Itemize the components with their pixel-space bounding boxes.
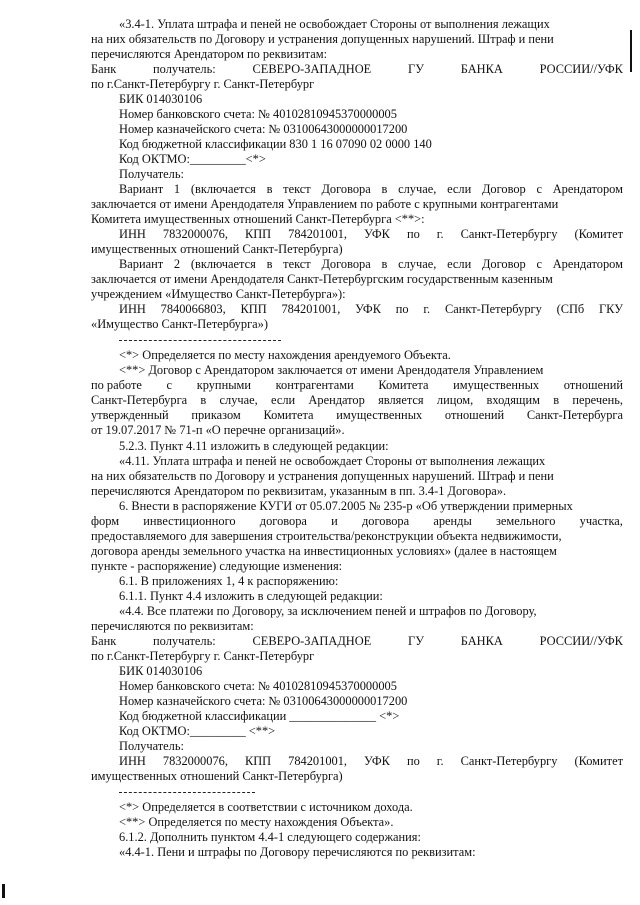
- clause-3-4-1-line-3: перечисляются Арендатором по реквизитам:: [91, 47, 328, 61]
- clause-4-11-line-3: перечисляются Арендатором по реквизитам, указанным в пп. 3.4-1 Договора».: [91, 484, 507, 498]
- word: СЕВЕРО-ЗАПАДНОЕ: [252, 634, 372, 648]
- word: Санкт-Петербурга: [91, 393, 188, 407]
- word: случае,: [398, 182, 437, 196]
- word: в: [200, 393, 207, 407]
- word: 7832000076,: [162, 754, 228, 768]
- budget-classification-code: Код бюджетной классификации 830 1 16 07090 02 0000 140: [119, 137, 432, 151]
- clause-5-2-3-heading: 5.2.3. Пункт 4.11 изложить в следующей редакции:: [119, 439, 389, 453]
- word: 1: [173, 182, 181, 196]
- clause-6-1-1: 6.1.1. Пункт 4.4 изложить в следующей редакции:: [119, 589, 383, 603]
- word: (включается: [190, 182, 256, 196]
- clause-3-4-1-line-1: «3.4-1. Уплата штрафа и пеней не освобождает Стороны от выполнения лежащих: [119, 17, 550, 31]
- word: РОССИИ//УФК: [539, 62, 623, 76]
- word: в: [381, 257, 388, 271]
- word: в: [381, 182, 388, 196]
- word: РОССИИ//УФК: [539, 634, 623, 648]
- word: г.: [436, 227, 444, 241]
- word: ГУ: [408, 634, 424, 648]
- word: и: [331, 514, 338, 528]
- variant-2-line-2: заключается от имени Арендодателя Санкт-Петербургским государственным казенным: [91, 272, 553, 286]
- bik: БИК 014030106: [119, 92, 203, 106]
- word: получатель:: [153, 62, 216, 76]
- word: лицом,: [436, 393, 474, 407]
- word: с: [166, 378, 173, 392]
- scan-edge-mark: [2, 884, 5, 898]
- bank-details-2-line-2: по г.Санкт-Петербургу г. Санкт-Петербург: [91, 649, 315, 663]
- word: (Комитет: [574, 227, 623, 241]
- footnote-4: <**> Определяется по месту нахождения Объекта».: [119, 815, 394, 829]
- word: Банк: [91, 634, 117, 648]
- word: Комитета: [263, 408, 314, 422]
- inn-3-line-1: [119, 754, 623, 769]
- word: с: [536, 182, 542, 196]
- word: Санкт-Петербургу: [444, 302, 542, 316]
- word: УФК: [355, 302, 381, 316]
- scan-edge-mark: [630, 30, 632, 72]
- word: инвестиционного: [143, 514, 236, 528]
- word: отношений: [563, 378, 623, 392]
- recipient-label-2: Получатель:: [119, 739, 184, 753]
- treasury-account: Номер казначейского счета: № 03100643000000017200: [119, 122, 408, 136]
- word: ИНН: [119, 302, 146, 316]
- oktmo-code-2: Код ОКТМО:_________ <**>: [119, 724, 276, 738]
- word: случае,: [219, 393, 258, 407]
- word: (включается: [190, 257, 256, 271]
- word: Санкт-Петербурга: [526, 408, 623, 422]
- clause-6-line-5: пункте - распоряжение) следующие изменения:: [91, 559, 343, 573]
- word: БАНКА: [460, 62, 503, 76]
- inn-2-line-2: «Имущество Санкт-Петербурга»): [91, 317, 268, 331]
- word: участка,: [579, 514, 623, 528]
- word: КПП: [240, 302, 267, 316]
- clause-4-11-line-2: на них обязательств по Договору и устранения допущенных нарушений. Штраф и пени: [91, 469, 554, 483]
- clause-4-4-line-1: «4.4. Все платежи по Договору, за исключением пеней и штрафов по Договору,: [119, 604, 537, 618]
- bank-details-line-2: по г.Санкт-Петербургу г. Санкт-Петербург: [91, 77, 315, 91]
- word: Договора: [321, 182, 371, 196]
- oktmo-code: Код ОКТМО:_________<*>: [119, 152, 266, 166]
- word: имущественных: [453, 378, 540, 392]
- footnote-2-line-1: <**> Договор с Арендатором заключается от имени Арендодателя Управлением: [119, 363, 544, 377]
- clause-6-line-3: предоставляемого для завершения строительства/реконструкции объекта недвижимости,: [91, 529, 562, 543]
- word: Договор: [481, 182, 526, 196]
- word: 7840066803,: [160, 302, 226, 316]
- word: если: [447, 182, 472, 196]
- footnote-1: <*> Определяется по месту нахождения арендуемого Объекта.: [119, 348, 451, 362]
- word: в: [266, 257, 273, 271]
- word: ИНН: [119, 227, 146, 241]
- word: 784201001,: [281, 302, 341, 316]
- word: Банк: [91, 62, 117, 76]
- word: УФК: [364, 227, 390, 241]
- footnote-separator: [119, 340, 281, 341]
- word: ГУ: [408, 62, 424, 76]
- variant-1-line-2: заключается от имени Арендодателя Управлением по работе с крупными контрагентами: [91, 197, 559, 211]
- word: договора: [259, 514, 307, 528]
- word: Договор: [481, 257, 526, 271]
- recipient-label: Получатель:: [119, 167, 184, 181]
- word: КПП: [244, 227, 272, 241]
- word: контрагентами: [275, 378, 354, 392]
- inn-2-line-1: [119, 302, 623, 317]
- word: г.: [436, 754, 444, 768]
- inn-1-line-1: [119, 227, 623, 242]
- word: по работе: [91, 378, 142, 392]
- footnote-2-line-4: [91, 408, 623, 423]
- word: текст: [283, 257, 311, 271]
- word: получатель:: [153, 634, 216, 648]
- word: по: [395, 302, 409, 316]
- word: договора: [362, 514, 410, 528]
- footnote-2-line-3: [91, 393, 623, 408]
- word: случае,: [398, 257, 437, 271]
- word: КПП: [244, 754, 272, 768]
- footnote-2-line-2: [91, 378, 623, 393]
- word: 784201001,: [288, 754, 347, 768]
- word: УФК: [364, 754, 390, 768]
- bank-details-line-1: [91, 62, 623, 77]
- word: СЕВЕРО-ЗАПАДНОЕ: [252, 62, 372, 76]
- clause-6-line-1: 6. Внести в распоряжение КУГИ от 05.07.2005 № 235-р «Об утверждении примерных: [119, 499, 573, 513]
- word: 7832000076,: [162, 227, 228, 241]
- word: ГКУ: [599, 302, 623, 316]
- word: в: [266, 182, 273, 196]
- word: земельного: [496, 514, 556, 528]
- word: крупными: [196, 378, 251, 392]
- word: перечень,: [572, 393, 623, 407]
- word: форм: [91, 514, 120, 528]
- clause-6-line-2: [91, 514, 623, 529]
- clause-6-1: 6.1. В приложениях 1, 4 к распоряжению:: [119, 574, 339, 588]
- clause-4-11-line-1: «4.11. Уплата штрафа и пеней не освобождает Стороны от выполнения лежащих: [119, 454, 546, 468]
- variant-2-line-1: [119, 257, 623, 272]
- footnote-2-line-5: от 19.07.2017 № 71-п «О перечне организаций».: [91, 423, 345, 437]
- word: Договора: [321, 257, 371, 271]
- inn-3-line-2: имущественных отношений Санкт-Петербурга): [91, 769, 343, 783]
- word: (Комитет: [574, 754, 623, 768]
- word: Арендатор: [308, 393, 365, 407]
- word: Санкт-Петербургу: [460, 754, 558, 768]
- word: 784201001,: [288, 227, 347, 241]
- footnote-separator-2: [119, 792, 255, 793]
- word: Вариант: [119, 182, 164, 196]
- bank-details-2-line-1: [91, 634, 623, 649]
- word: Комитета: [378, 378, 429, 392]
- variant-2-line-3: учреждением «Имущество Санкт-Петербурга»):: [91, 287, 346, 301]
- word: имущественных: [336, 408, 423, 422]
- treasury-account-2: Номер казначейского счета: № 03100643000000017200: [119, 694, 408, 708]
- word: по: [406, 754, 420, 768]
- footnote-3: <*> Определяется в соответствии с источником дохода.: [119, 800, 413, 814]
- bik-2: БИК 014030106: [119, 664, 203, 678]
- clause-6-line-4: договора аренды земельного участка на инвестиционных условиях» (далее в настоящем: [91, 544, 557, 558]
- word: отношений: [444, 408, 505, 422]
- variant-1-line-1: [119, 182, 623, 197]
- word: Санкт-Петербургу: [460, 227, 558, 241]
- word: Арендатором: [552, 257, 623, 271]
- variant-1-line-3: Комитета имущественных отношений Санкт-Петербурга <**>:: [91, 212, 425, 226]
- clause-4-4-line-2: перечисляются по реквизитам:: [91, 619, 254, 633]
- word: аренды: [433, 514, 472, 528]
- word: ИНН: [119, 754, 146, 768]
- clause-3-4-1-line-2: на них обязательств по Договору и устранения допущенных нарушений. Штраф и пени: [91, 32, 554, 46]
- word: приказом: [191, 408, 241, 422]
- word: Вариант: [119, 257, 164, 271]
- word: Арендатором: [552, 182, 623, 196]
- inn-1-line-2: имущественных отношений Санкт-Петербурга): [91, 242, 343, 256]
- word: текст: [283, 182, 311, 196]
- word: БАНКА: [460, 634, 503, 648]
- budget-classification-code-2: Код бюджетной классификации ______________ <*>: [119, 709, 400, 723]
- word: (СПб: [556, 302, 585, 316]
- word: если: [447, 257, 472, 271]
- bank-account-2: Номер банковского счета: № 40102810945370000005: [119, 679, 397, 693]
- clause-4-4-1: «4.4-1. Пени и штрафы по Договору перечисляются по реквизитам:: [119, 845, 476, 859]
- word: по: [406, 227, 420, 241]
- word: 2: [173, 257, 181, 271]
- word: является: [378, 393, 424, 407]
- word: если: [271, 393, 296, 407]
- word: входящим: [486, 393, 540, 407]
- word: г.: [423, 302, 431, 316]
- word: в: [553, 393, 560, 407]
- word: с: [536, 257, 542, 271]
- clause-6-1-2: 6.1.2. Дополнить пунктом 4.4-1 следующего содержания:: [119, 830, 421, 844]
- bank-account: Номер банковского счета: № 40102810945370000005: [119, 107, 397, 121]
- word: утвержденный: [91, 408, 169, 422]
